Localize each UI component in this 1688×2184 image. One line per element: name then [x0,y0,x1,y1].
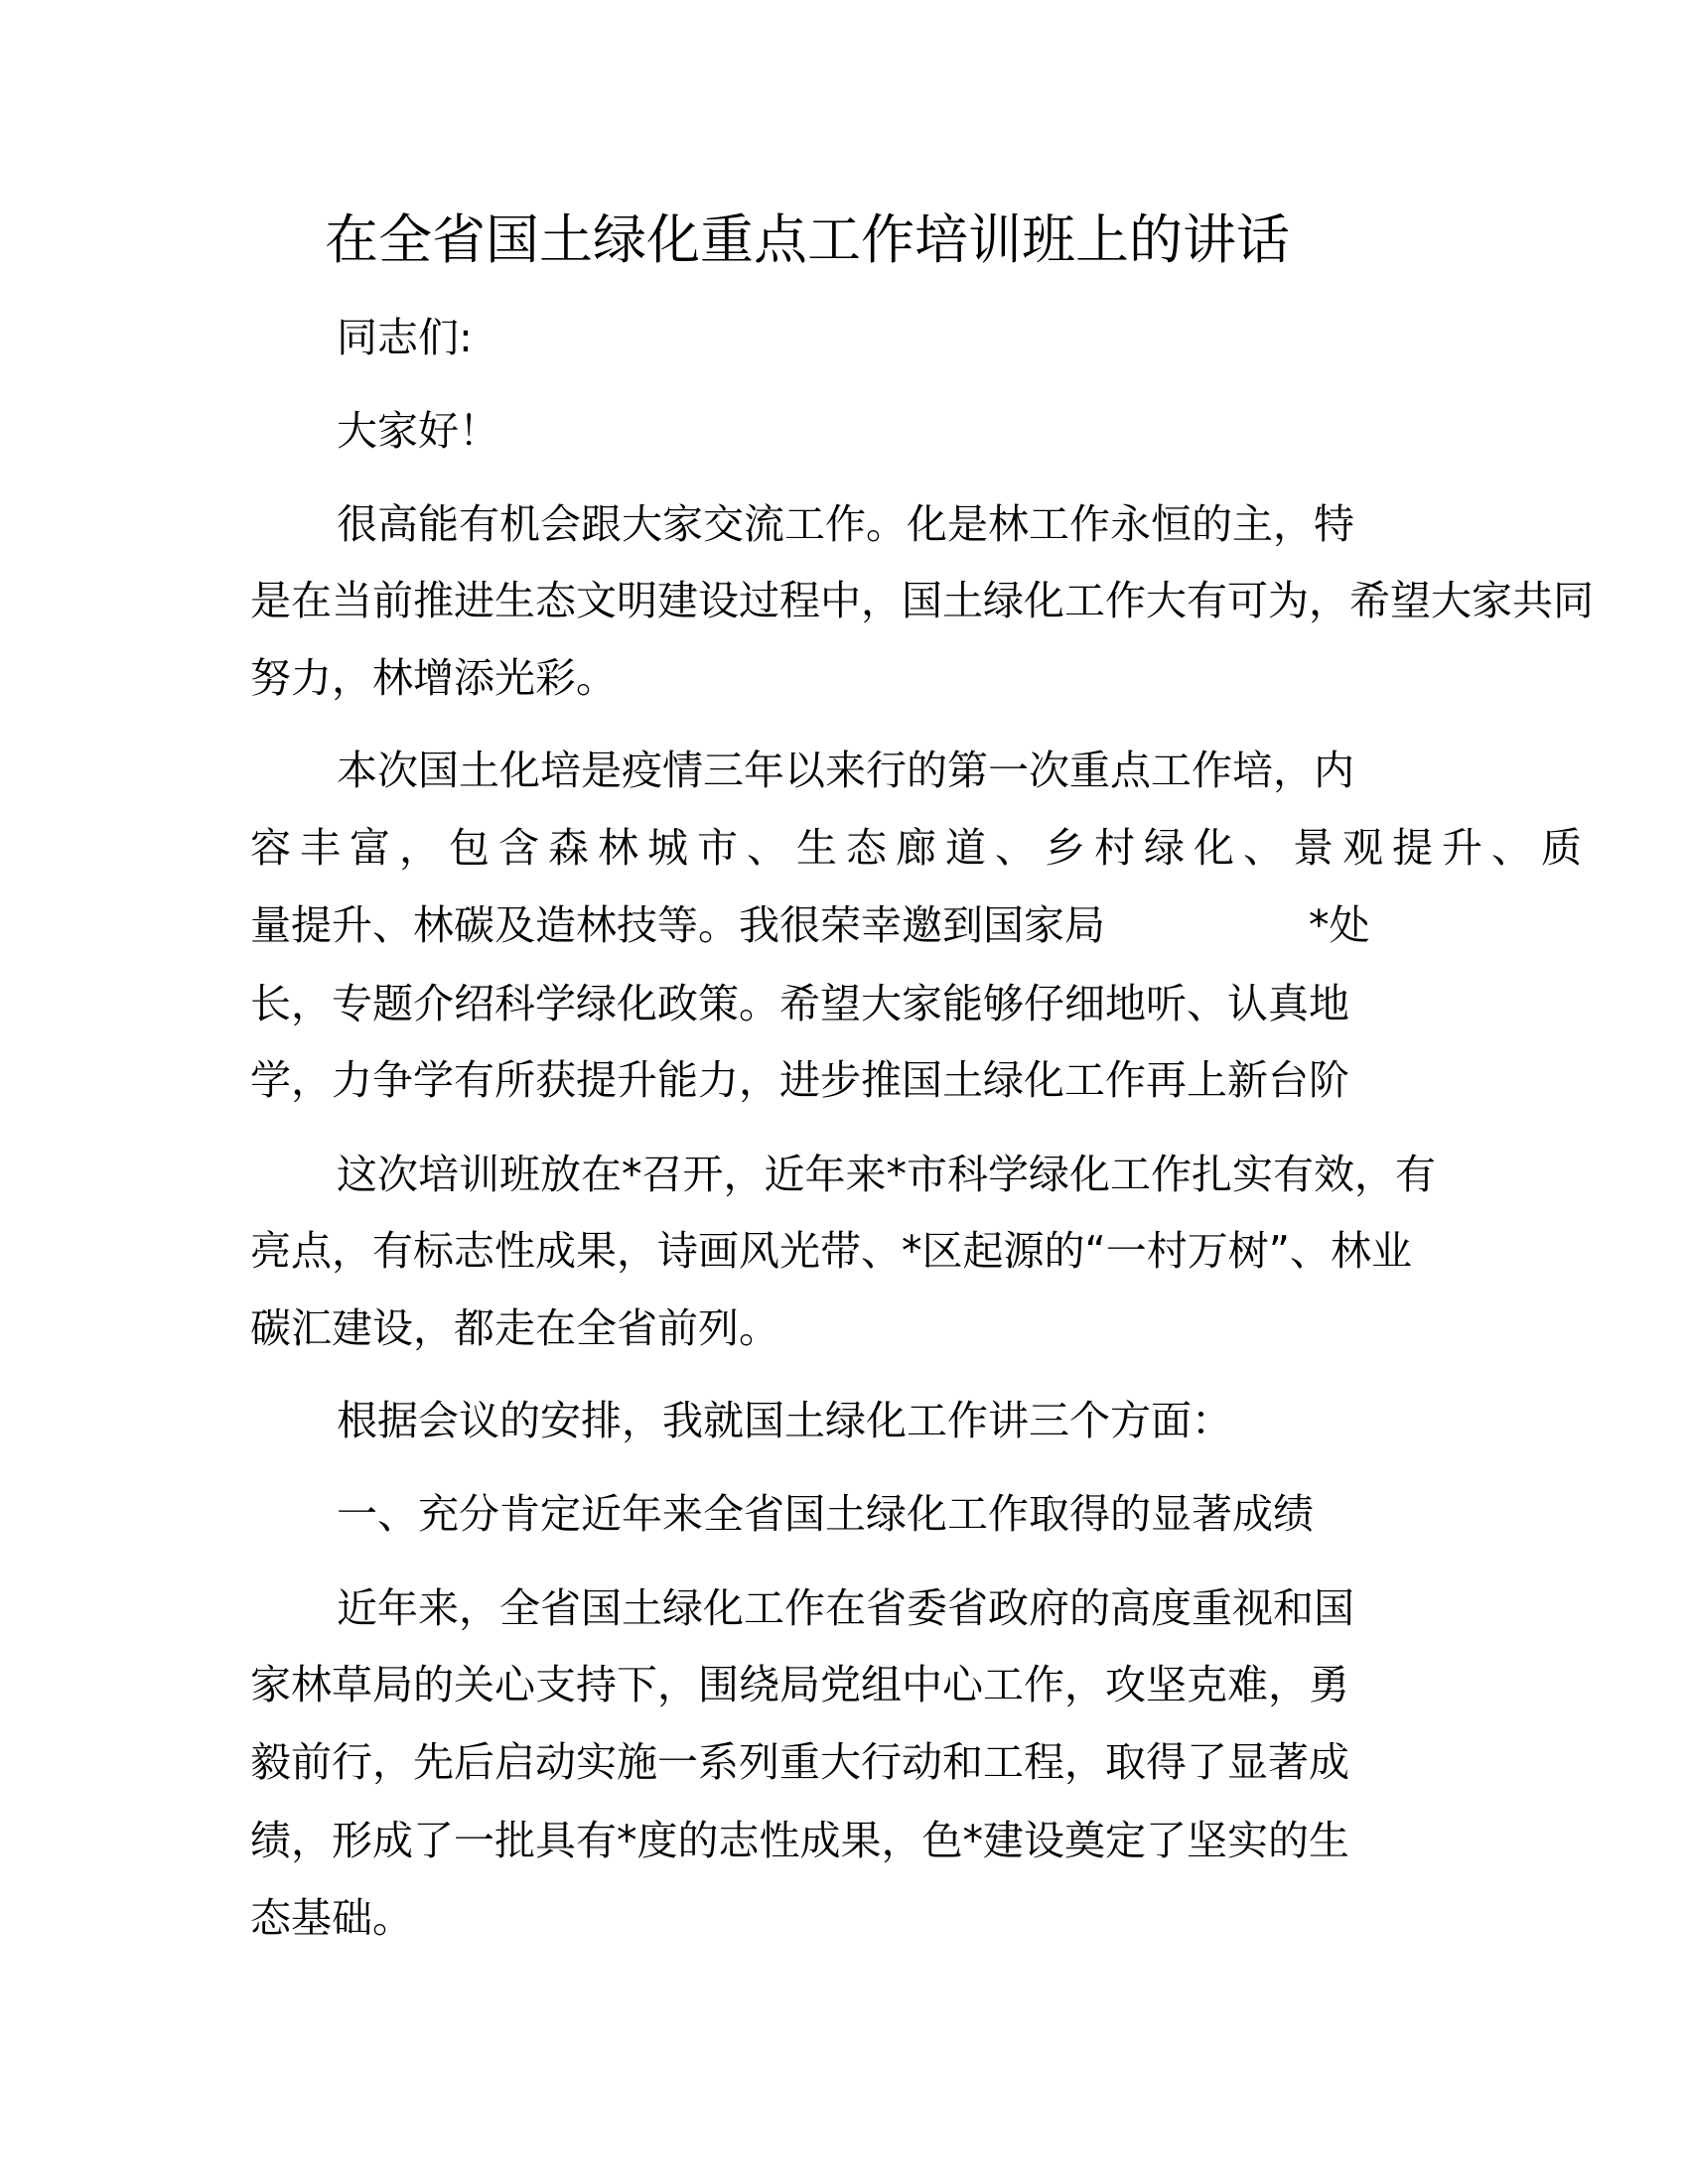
paragraph-line: 长，专题介绍科学绿化政策。希望大家能够仔细地听、认真地 [250,980,1349,1027]
paragraph-line: 态基础。 [250,1894,413,1942]
paragraph-line: 根据会议的安排，我就国土绿化工作讲三个方面： [337,1397,1232,1444]
paragraph-line: 本次国土化培是疫情三年以来行的第一次重点工作培，内 [337,747,1354,794]
paragraph-line: 很高能有机会跟大家交流工作。化是林工作永恒的主，特 [337,500,1354,548]
paragraph-line: 近年来，全省国土绿化工作在省委省政府的高度重视和国 [337,1584,1354,1632]
paragraph-line: 绩，形成了一批具有*度的志性成果，色*建设奠定了坚实的生 [250,1817,1349,1864]
paragraph-line: 容丰富，包含森林城市、生态廊道、乡村绿化、景观提升、质 [250,824,1591,872]
paragraph-line: 亮点，有标志性成果，诗画风光带、*区起源的“一村万树”、林业 [250,1227,1412,1275]
paragraph-line: 量提升、林碳及造林技等。我很荣幸邀到国家局 *处 [250,901,1370,949]
paragraph-line: 学，力争学有所获提升能力，进步推国土绿化工作再上新台阶 [250,1056,1349,1104]
document-title: 在全省国土绿化重点工作培训班上的讲话 [325,208,1290,271]
paragraph-line: 是在当前推进生态文明建设过程中，国土绿化工作大有可为，希望大家共同 [250,577,1594,624]
paragraph-line: 努力，林增添光彩。 [250,654,617,702]
greeting: 大家好！ [337,407,499,455]
paragraph-line: 毅前行，先后启动实施一系列重大行动和工程，取得了显著成 [250,1738,1349,1786]
paragraph-line: 家林草局的关心支持下，围绕局党组中心工作，攻坚克难，勇 [250,1661,1349,1708]
paragraph-line: 这次培训班放在*召开，近年来*市科学绿化工作扎实有效，有 [337,1151,1436,1198]
paragraph-line: 碳汇建设，都走在全省前列。 [250,1304,779,1352]
section-heading: 一、充分肯定近年来全省国土绿化工作取得的显著成绩 [337,1490,1314,1538]
salutation: 同志们: [337,314,473,361]
